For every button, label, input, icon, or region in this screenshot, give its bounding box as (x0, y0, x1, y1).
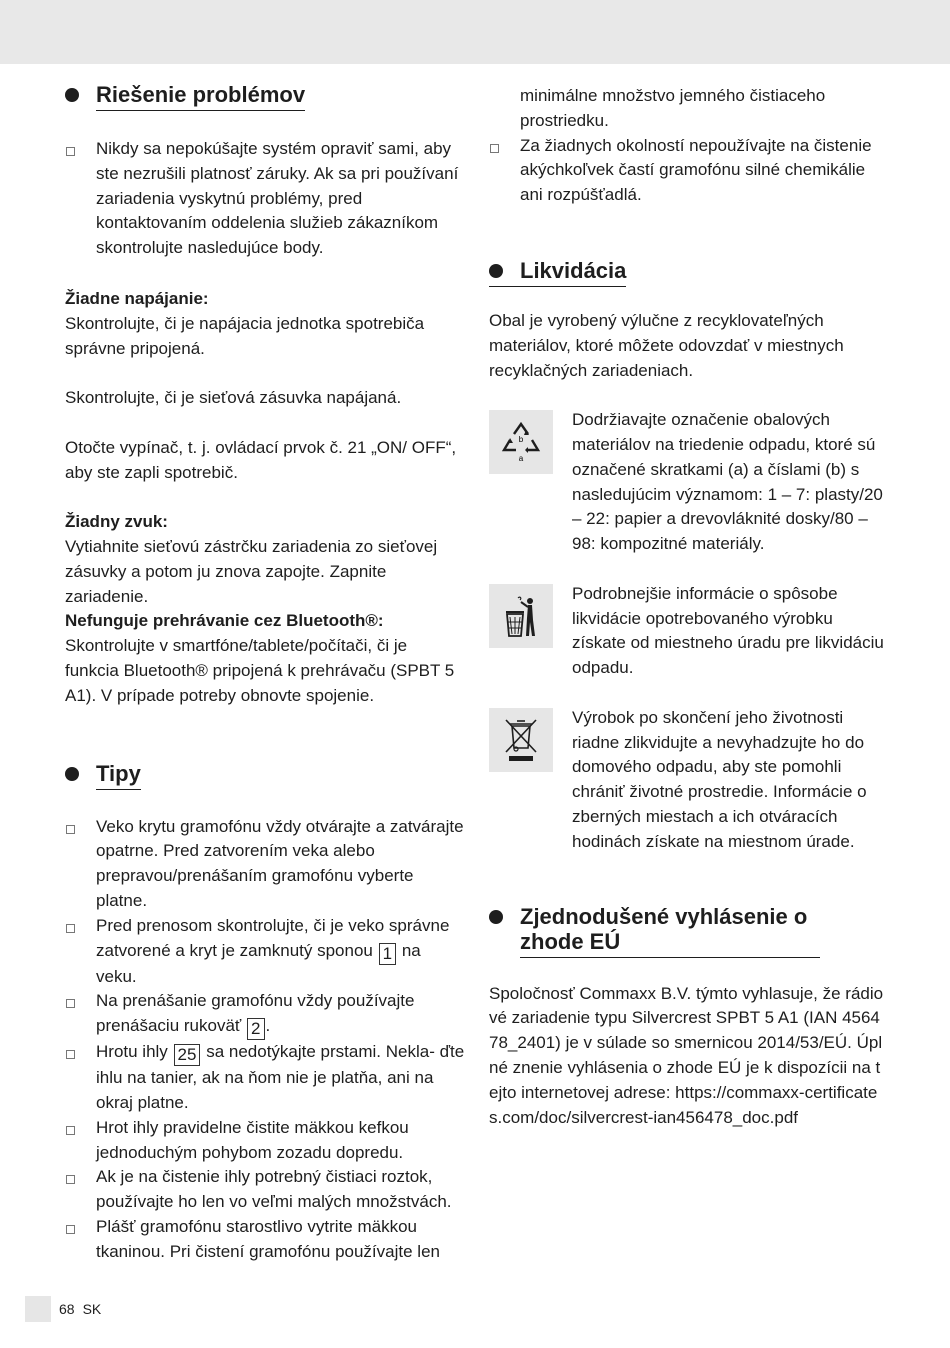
section-heading-eu-declaration (489, 904, 889, 958)
heading-text: Tipy (96, 761, 141, 790)
paragraph: Skontrolujte, či je napájacia jednotka spotrebiča správne pripojená. (65, 313, 425, 358)
section-heading-troubleshooting (65, 82, 465, 111)
list-item (65, 914, 465, 990)
tips-list (65, 815, 465, 1265)
paragraph: Skontrolujte v smartfóne/tablete/počítači, či je funkcia Bluetooth® pripojená k prehrávaču (SPBT 5 A1). V prípade potreby obnovte spojenie. (65, 636, 455, 705)
tip-text: . (265, 1016, 271, 1036)
list-item: Ak je na čistenie ihly potrebný čistiaci roztok, používajte ho len vo veľmi malých množstvách. (65, 1165, 465, 1215)
eu-declaration-text: Spoločnosť Commaxx B.V. týmto vyhlasuje, že rádiové zariadenie typu Silvercrest SPBT 5 A1 (IAN 456478_2401) je v súlade so smernicou 2014/53/EÚ. Úplné znenie vyhlásenia o zhode EÚ je k dispozícii na tejto internetovej adrese: https://commaxx-certificates.com/doc/silvercrest-ian456478_doc.pdf (489, 983, 884, 1127)
list-item: Plášť gramofónu starostlivo vytrite mäkkou tkaninou. Pri čistení gramofónu používajte len (65, 1215, 465, 1265)
list-item: Za žiadnych okolností nepoužívajte na čistenie akýchkoľvek častí gramofónu silné chemikálie ani rozpúšťadlá. (489, 134, 889, 208)
subheading-bluetooth: Nefunguje prehrávanie cez Bluetooth®: (65, 611, 384, 631)
list-item (65, 989, 465, 1040)
heading-text: Zjednodušené vyhlásenie o zhode EÚ (520, 904, 820, 958)
tip-text: Hrotu ihly (96, 1042, 168, 1062)
part-number-badge: 1 (379, 943, 396, 965)
part-number-badge: 2 (247, 1018, 264, 1040)
tip-text: Pred prenosom skontrolujte, či je veko správne zatvorené a kryt je zamknutý sponou (96, 915, 450, 960)
paragraph: Otočte vypínač, t. j. ovládací prvok č. 21 „ON/ OFF“, aby ste zapli spotrebič. (65, 437, 457, 482)
subheading-no-sound: Žiadny zvuk: (65, 512, 168, 532)
list-item: Hrot ihly pravidelne čistite mäkkou kefkou jednoduchým pohybom zozadu dopredu. (65, 1116, 465, 1166)
subheading-no-power: Žiadne napájanie: (65, 288, 209, 308)
bullet-dot (65, 767, 79, 781)
page-number: 68 (59, 1300, 75, 1317)
litter-bin-icon (489, 584, 553, 648)
left-column (65, 80, 465, 1264)
section-heading-tips (65, 761, 465, 790)
recycle-triangle-icon (489, 410, 553, 474)
recycling-note (489, 408, 889, 557)
bullet-dot (65, 88, 79, 102)
list-item: Veko krytu gramofónu vždy otvárajte a zatvárajte opatrne. Pred zatvorením veka alebo prepravou/prenášaním gramofónu vyberte platne. (65, 815, 465, 914)
weee-text: Výrobok po skončení jeho životnosti riadne zlikvidujte a nevyhadzujte ho do domového odpadu, aby ste pomohli chrániť životné prostredie. Informácie o zberných miestach a ich otváracích hodinách získate na miestnom úrade. (572, 707, 867, 851)
section-heading-disposal (489, 258, 889, 287)
recycle-label-b: b (518, 435, 524, 445)
disposal-info-text: Podrobnejšie informácie o spôsobe likvidácie opotrebovaného výrobku získate od miestneho úradu pre likvidáciu odpadu. (572, 583, 884, 678)
paragraph: Skontrolujte, či je sieťová zásuvka napájaná. (65, 388, 402, 408)
crossed-bin-icon (489, 708, 553, 772)
tip-text: Na prenášanie gramofónu vždy používajte prenášaciu rukoväť (96, 991, 415, 1036)
paragraph-continued: minimálne množstvo jemného čistiaceho prostriedku. (520, 86, 826, 130)
no-sound-block (65, 510, 465, 708)
language-code: SK (82, 1300, 102, 1317)
part-number-badge: 25 (174, 1044, 201, 1066)
list-item (65, 1040, 465, 1116)
no-power-block (65, 287, 465, 485)
heading-text: Likvidácia (489, 258, 626, 287)
weee-note (489, 706, 889, 855)
troubleshooting-list (65, 137, 465, 261)
list-item: Nikdy sa nepokúšajte systém opraviť sami, aby ste nezrušili platnosť záruky. Ak sa pri používaní zariadenia vyskytnú problémy, pred kontaktovaním oddelenia služieb zákazníkom skontrolujte nasledujúce body. (65, 137, 465, 261)
tip-text: na veku. (96, 940, 421, 986)
tip-text: sa nedotýkajte prstami. Nekla- ďte ihlu na tanier, ak na ňom nie je platňa, ani na okraj platne. (96, 1042, 465, 1112)
recycle-label-a: a (518, 454, 524, 464)
page-footer (25, 1296, 101, 1322)
recycle-text: Dodržiavajte označenie obalových materiálov na triedenie odpadu, ktoré sú označené skratkami (a) a číslami (b) s nasledujúcim významom: 1 – 7: plasty/20 – 22: papier a drevovláknité dosky/80 – 98: kompozitné materiály. (572, 410, 883, 554)
top-bar (0, 0, 950, 64)
paragraph: Vytiahnite sieťovú zástrčku zariadenia zo sieťovej zásuvky a potom ju znova zapojte. Zapnite zariadenie. (65, 536, 438, 606)
right-column (489, 84, 889, 1130)
heading-text: Riešenie problémov (96, 82, 305, 111)
footer-marker (25, 1296, 51, 1322)
disposal-info-note (489, 582, 889, 681)
bullet-dot (489, 910, 503, 924)
paragraph: Obal je vyrobený výlučne z recyklovateľných materiálov, ktoré môžete odovzdať v miestnych recyklačných zariadeniach. (489, 310, 844, 380)
tips-list-continued (489, 134, 889, 208)
